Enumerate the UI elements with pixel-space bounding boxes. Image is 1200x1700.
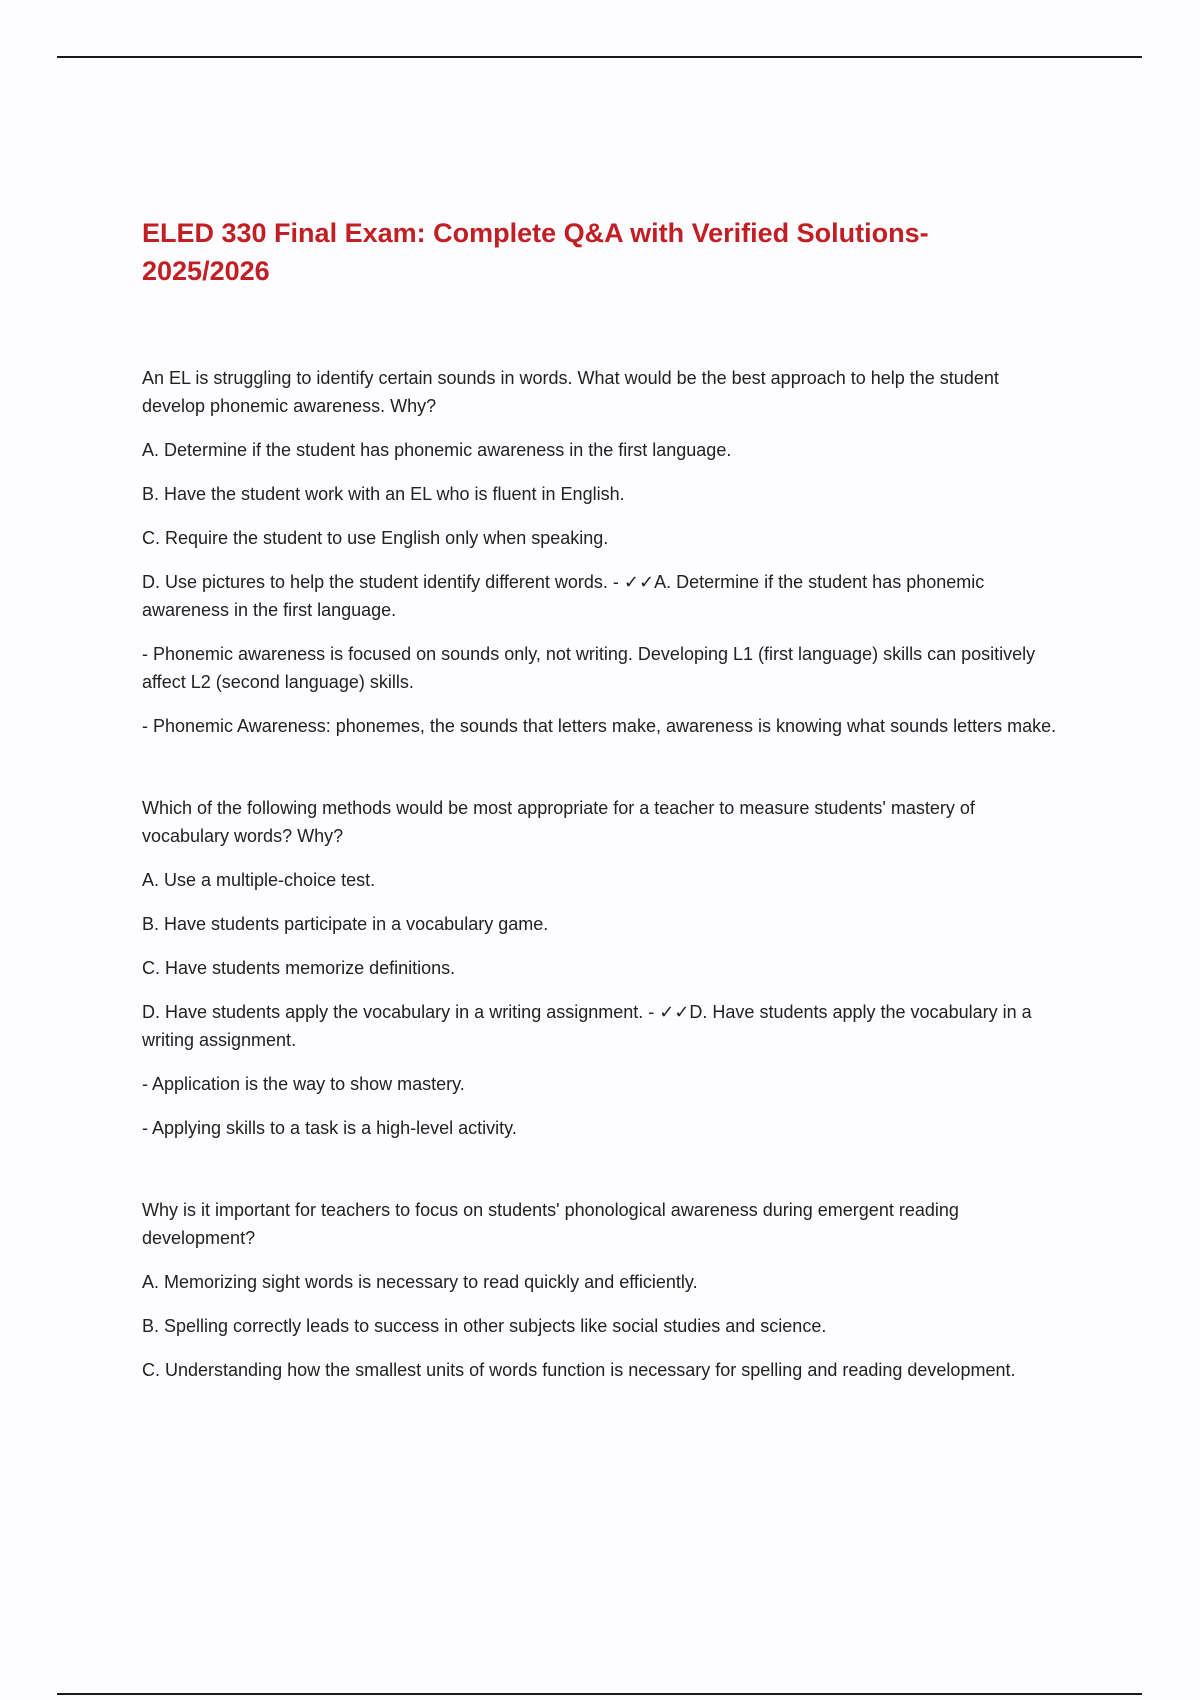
question-block-3 bbox=[142, 1196, 1062, 1384]
question-block-1 bbox=[142, 364, 1062, 740]
document-content bbox=[142, 214, 1062, 1400]
question-prompt: An EL is struggling to identify certain sounds in words. What would be the best approach to help the student develop phonemic awareness. Why? bbox=[142, 368, 999, 416]
explanation-line: - Applying skills to a task is a high-level activity. bbox=[142, 1118, 517, 1138]
explanation-line: - Phonemic Awareness: phonemes, the sounds that letters make, awareness is knowing what sounds letters make. bbox=[142, 716, 1057, 736]
answer-option-c: C. Require the student to use English only when speaking. bbox=[142, 528, 609, 548]
explanation-line: - Phonemic awareness is focused on sounds only, not writing. Developing L1 (first language) skills can positively affect L2 (second language) skills. bbox=[142, 644, 1036, 692]
answer-option-c: C. Have students memorize definitions. bbox=[142, 958, 456, 978]
document-title: ELED 330 Final Exam: Complete Q&A with Verified Solutions- 2025/2026 bbox=[142, 218, 929, 286]
answer-option-b: B. Spelling correctly leads to success in other subjects like social studies and science. bbox=[142, 1316, 827, 1336]
header-rule bbox=[57, 56, 1142, 58]
answer-option-a: A. Determine if the student has phonemic awareness in the first language. bbox=[142, 440, 732, 460]
question-prompt: Why is it important for teachers to focus on students' phonological awareness during emergent reading development? bbox=[142, 1200, 959, 1248]
question-prompt: Which of the following methods would be most appropriate for a teacher to measure students' mastery of vocabulary words? Why? bbox=[142, 798, 975, 846]
answer-option-c: C. Understanding how the smallest units of words function is necessary for spelling and reading development. bbox=[142, 1360, 1016, 1380]
answer-option-a: A. Use a multiple-choice test. bbox=[142, 870, 376, 890]
answer-option-d-with-solution: D. Use pictures to help the student identify different words. - ✓✓A. Determine if the student has phonemic awareness in the first language. bbox=[142, 572, 985, 620]
question-block-2 bbox=[142, 794, 1062, 1142]
explanation-line: - Application is the way to show mastery. bbox=[142, 1074, 465, 1094]
answer-option-d-with-solution: D. Have students apply the vocabulary in a writing assignment. - ✓✓D. Have students apply the vocabulary in a writing assignment. bbox=[142, 1002, 1032, 1050]
answer-option-b: B. Have the student work with an EL who is fluent in English. bbox=[142, 484, 625, 504]
answer-option-b: B. Have students participate in a vocabulary game. bbox=[142, 914, 549, 934]
footer-rule bbox=[57, 1693, 1142, 1695]
answer-option-a: A. Memorizing sight words is necessary to read quickly and efficiently. bbox=[142, 1272, 698, 1292]
